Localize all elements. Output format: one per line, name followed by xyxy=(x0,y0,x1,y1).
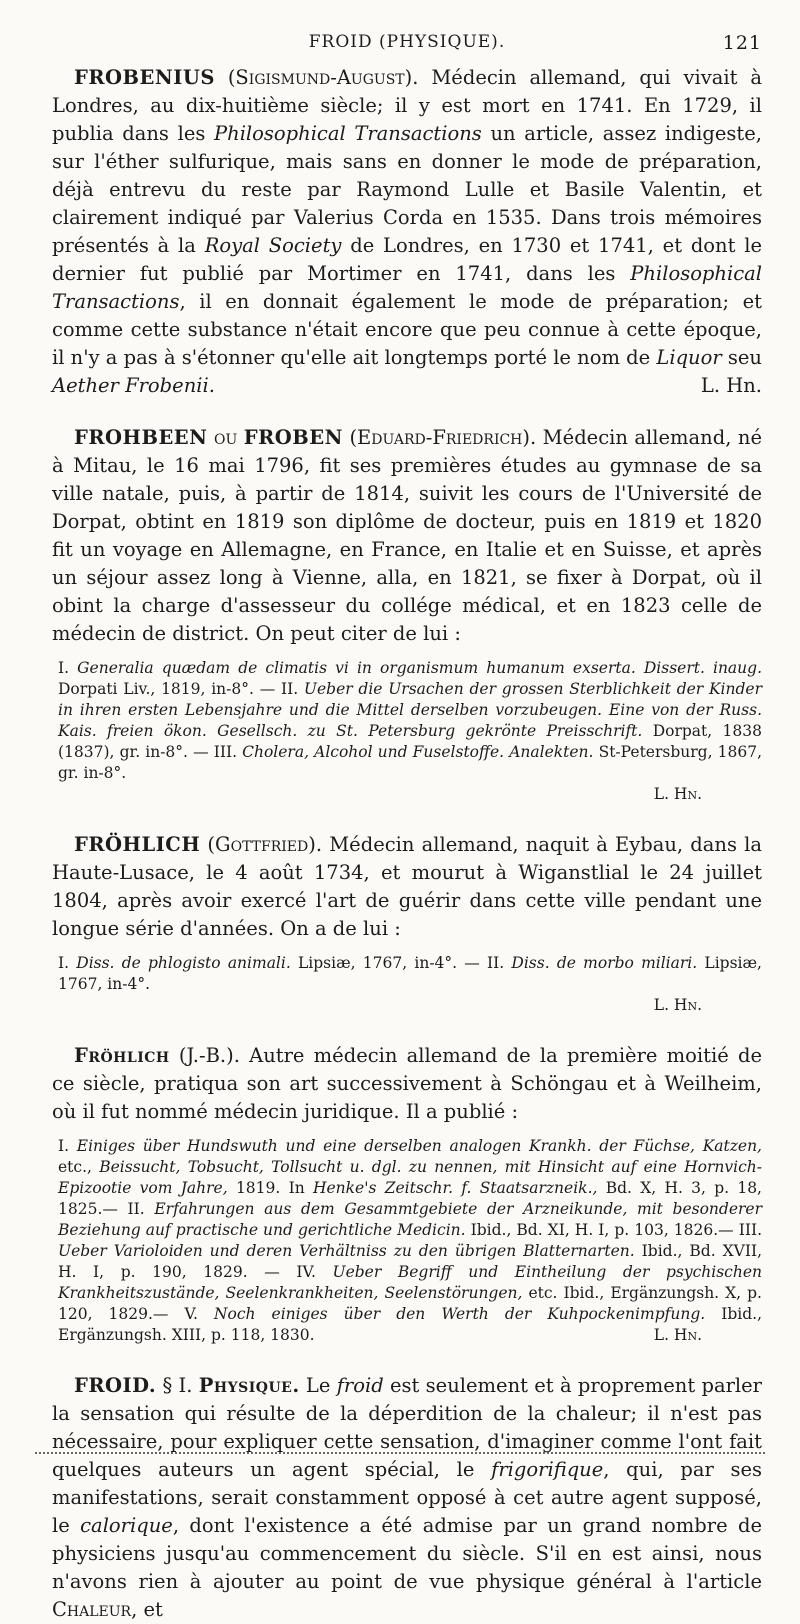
italic-title: Aether Frobenii. xyxy=(52,374,215,397)
signature: L. Hn. xyxy=(653,1326,702,1344)
entry-text: de Londres, en 1730 et 1741, et dont le dernier fut publié par Mortimer en 1741, dans les xyxy=(52,234,762,285)
entry-text: Médecin allemand, qui vivait à Londres, au dix-huitième siècle; il y est mort en 1741. En 1729, il publia dans les xyxy=(52,66,763,145)
footer-rule xyxy=(35,1452,765,1454)
biblio-text: etc., xyxy=(58,1158,100,1176)
biblio-title: Henke's Zeitschr. f. Staatsarzneik., xyxy=(312,1179,598,1197)
bibliography xyxy=(52,1136,762,1346)
spacer xyxy=(52,1024,762,1042)
biblio-text: Lipsiæ, 1767, in-4°. xyxy=(58,954,762,993)
biblio-text: Ibid., Bd. XI, H. I, p. 103, 1826.— III. xyxy=(465,1221,762,1239)
biblio-title: Beissucht, Tobsucht, Tollsucht u. dgl. zu nennen, mit Hinsicht auf eine Hornvich-Epizootie vom Jahre, xyxy=(58,1158,762,1197)
running-head xyxy=(52,28,762,64)
bibliography-text xyxy=(58,658,762,784)
signature: L. Hn. xyxy=(653,996,702,1014)
headword-alt: FROBEN xyxy=(243,426,343,449)
spacer xyxy=(52,406,762,424)
headword: FRÖHLICH xyxy=(74,833,201,856)
entry-frohbeen xyxy=(52,424,762,648)
entry-text: , qui, par ses manifestations, serait constamment opposé à cet autre agent supposé, le xyxy=(52,1458,762,1537)
biblio-title: Diss. de phlogisto animali. xyxy=(76,954,291,972)
headword: FROID. xyxy=(74,1374,157,1397)
italic-title: Liquor xyxy=(656,346,722,369)
bibliography xyxy=(52,658,762,805)
bibliography xyxy=(52,953,762,1016)
entry-text: Médecin allemand, naquit à Eybau, dans la Haute-Lusace, le 4 août 1734, et mourut à Wiganstlial le 24 juillet 1804, après avoir exercé l'art de guérir dans cette ville pendant une longue série d'années. On a de lui : xyxy=(52,833,762,940)
running-title: FROID (PHYSIQUE). xyxy=(308,32,506,52)
entry-text: Médecin allemand, né à Mitau, le 16 mai 1796, fit ses premières études au gymnase de sa ville natale, puis, à partir de 1814, suivit les cours de l'Université de Dorpat, obtint en 1819 son diplôme de docteur, puis en 1819 et 1820 fit un voyage en Allemagne, en France, en Italie et en Suisse, et après un séjour assez long à Vienne, alla, en 1821, se fixer à Dorpat, où il obint la charge d'assesseur du collége médical, et en 1823 celle de médecin de district. On peut citer de lui : xyxy=(52,426,762,645)
biblio-text: Ibid., Bd. XVII, H. I, p. 190, 1829. — IV. xyxy=(58,1242,762,1281)
italic-term: calorique xyxy=(80,1514,173,1537)
italic-term: froid xyxy=(336,1374,384,1397)
biblio-title: Cholera, Alcohol und Fuselstoffe. Analekten. xyxy=(242,743,594,761)
biblio-title: Einiges über Hundswuth und eine derselben analogen Krankh. der Füchse, Katzen, xyxy=(76,1137,762,1155)
section-mark: § I. xyxy=(156,1374,199,1397)
biblio-title: Erfahrungen aus dem Gesammtgebiete der Arzneikunde, mit besonderer Beziehung auf practische und gerichtliche Medicin. xyxy=(58,1200,762,1239)
spacer xyxy=(52,813,762,831)
entry-frohlich-gottfried xyxy=(52,831,762,943)
signature: L. Hn. xyxy=(700,374,762,397)
section-title: Physique. xyxy=(198,1374,300,1397)
entry-text: , il en donnait également le mode de préparation; et comme cette substance n'était encore que peu connue à cette époque, il n'y a pas à s'étonner qu'elle ait longtemps porté le nom de xyxy=(52,290,762,369)
entry-text: un article, assez indigeste, sur l'éther sulfurique, mais sans en donner le mode de préparation, déjà entrevu du reste par Raymond Lulle et Basile Valentin, et clairement indiqué par Valerius Corda en 1535. Dans trois mémoires présentés à la xyxy=(52,122,762,257)
entry-paragraph xyxy=(52,64,762,400)
biblio-title: Ueber die Ursachen der grossen Sterblichkeit der Kinder in ihren ersten Lebensjahre und die Mittel derselben vorzubeugen. Eine von der Russ. Kais. freien ökon. Gesellsch. zu St. Petersburg gekrönte Preisschrift. xyxy=(58,680,762,740)
biblio-text: I. xyxy=(58,954,77,972)
entry-frohlich-jb xyxy=(52,1042,762,1126)
given-names: (Eduard-Friedrich). xyxy=(342,426,537,449)
entry-text: seu xyxy=(721,346,762,369)
biblio-title: Generalia quædam de climatis vi in organismum humanum exserta. Dissert. inaug. xyxy=(77,659,762,677)
entry-text: Le xyxy=(299,1374,337,1397)
entry-text: , et xyxy=(131,1598,163,1621)
signature: L. Hn. xyxy=(653,785,702,803)
entry-froid xyxy=(52,1372,762,1624)
bibliography-text xyxy=(58,1136,762,1346)
headword: FROHBEEN xyxy=(74,426,208,449)
italic-title: Philosophical Transactions xyxy=(52,262,762,313)
entry-text: , dont l'existence a été admise par un grand nombre de physiciens jusqu'au commencement du siècle. S'il en est ainsi, nous n'avons rien à ajouter au point de vue physique général à l'article xyxy=(52,1514,762,1593)
connector-text: ou xyxy=(207,426,244,449)
biblio-text: etc. Ibid., Ergänzungsh. X, p. 120, 1829.— V. xyxy=(58,1284,762,1323)
entry-paragraph xyxy=(52,1372,762,1624)
biblio-title: Noch einiges über den Werth der Kuhpockenimpfung. xyxy=(213,1305,706,1323)
biblio-text: Ibid., Ergänzungsh. XIII, p. 118, 1830. xyxy=(58,1305,763,1344)
headword: Fröhlich xyxy=(74,1044,170,1067)
entry-paragraph xyxy=(52,424,762,648)
biblio-text: I. xyxy=(58,1137,77,1155)
entry-paragraph xyxy=(52,1042,762,1126)
biblio-text: Dorpati Liv., 1819, in-8°. — II. xyxy=(58,680,304,698)
biblio-title: Ueber Begriff und Eintheilung der psychischen Krankheitszustände, Seelenkrankheiten, Seelenstörungen, xyxy=(58,1263,762,1302)
entry-text: Autre médecin allemand de la première moitié de ce siècle, pratiqua son art successivement à Schöngau et à Weilheim, où il fut nommé médecin juridique. Il a publié : xyxy=(52,1044,762,1123)
spacer xyxy=(52,1354,762,1372)
biblio-title: Diss. de morbo miliari. xyxy=(511,954,698,972)
biblio-text: 1819. In xyxy=(227,1179,313,1197)
italic-title: Philosophical Transactions xyxy=(214,122,482,145)
entry-text: est seulement et à proprement parler la sensation qui résulte de la déperdition de la chaleur; il n'est pas nécessaire, pour expliquer cette sensation, d'imaginer comme l'ont fait quelques auteurs un agent spécial, le xyxy=(52,1374,762,1481)
entry-paragraph xyxy=(52,831,762,943)
biblio-title: Ueber Varioloiden und deren Verhältniss zu den übrigen Blatternarten. xyxy=(58,1242,635,1260)
biblio-text: Bd. X, H. 3, p. 18, 1825.— II. xyxy=(58,1179,762,1218)
biblio-text: St-Petersburg, 1867, gr. in-8°. xyxy=(58,743,762,782)
given-names: (Gottfried). xyxy=(200,833,323,856)
biblio-text: Lipsiæ, 1767, in-4°. — II. xyxy=(290,954,512,972)
given-names: (J.-B.). xyxy=(169,1044,240,1067)
biblio-text: I. xyxy=(58,659,78,677)
given-names: (Sigismund-August). xyxy=(227,66,419,89)
bibliography-text xyxy=(58,953,762,995)
biblio-text: Dorpat, 1838 (1837), gr. in-8°. — III. xyxy=(58,722,763,761)
cross-reference: Chaleur xyxy=(52,1598,132,1621)
entry-frobenius xyxy=(52,64,762,400)
italic-title: Royal Society xyxy=(204,234,342,257)
italic-term: frigorifique xyxy=(491,1458,604,1481)
headword: FROBENIUS xyxy=(74,66,215,89)
page-number: 121 xyxy=(722,32,762,54)
